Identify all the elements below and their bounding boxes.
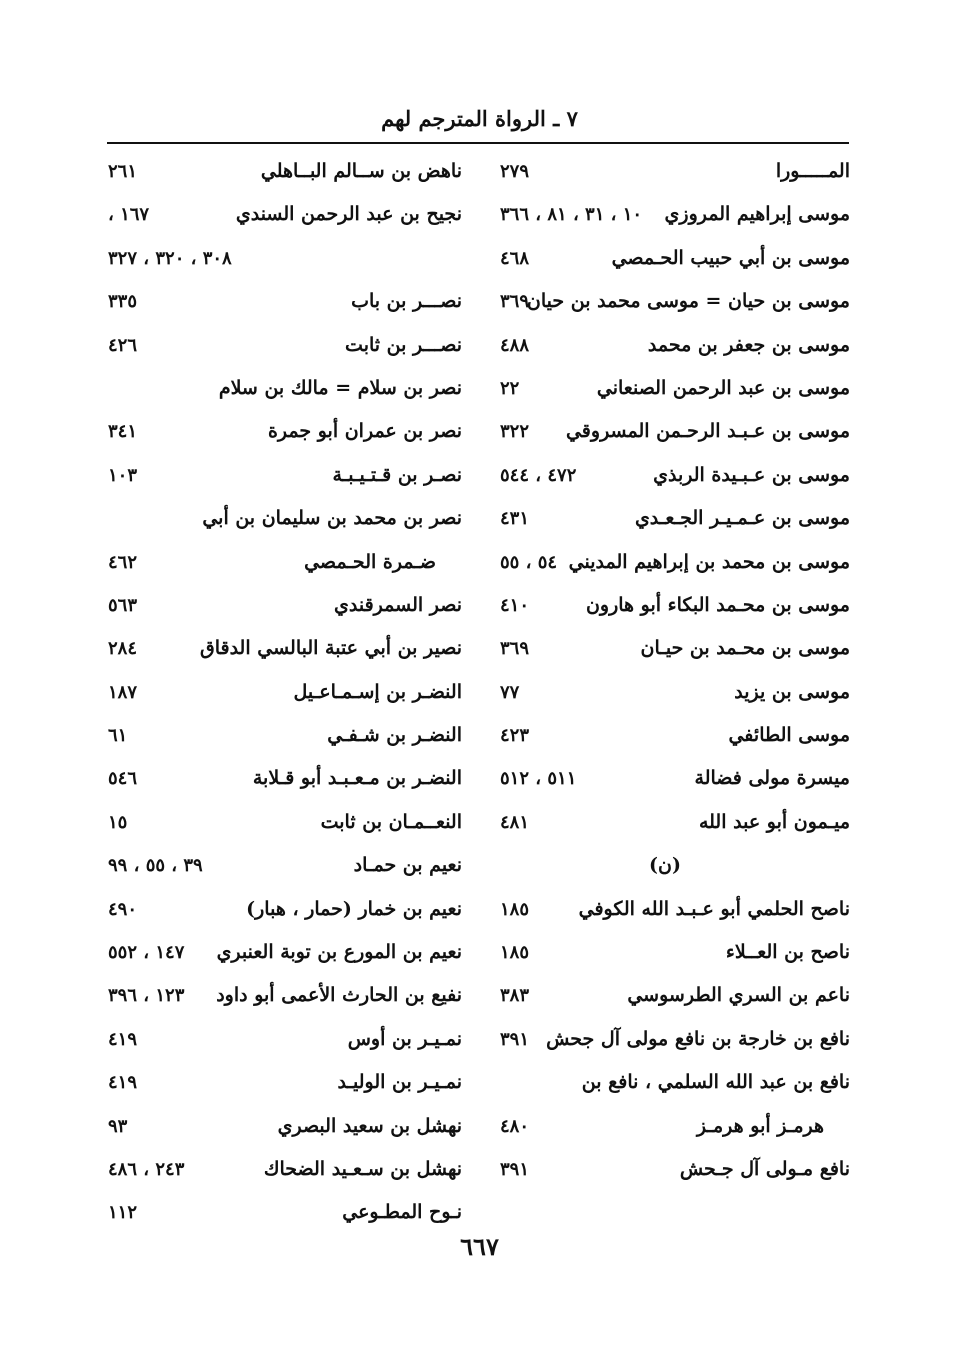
page-references: ٢٢ — [500, 377, 520, 399]
index-entry — [92, 1105, 462, 1148]
narrator-name: ناعم بن السري الطرسوسي — [627, 984, 850, 1007]
index-entry — [480, 584, 850, 627]
page-references: ٢٦١ — [108, 161, 138, 182]
page-references: ٤٢٦ — [108, 334, 138, 356]
page-references: ٢٧٩ — [500, 161, 530, 182]
index-entry — [92, 150, 462, 193]
index-entry — [92, 757, 462, 800]
page-references: ٩٣ — [108, 1115, 128, 1137]
page-references: ٤٧٢ ، ٥٤٤ — [500, 464, 577, 486]
index-entry — [92, 367, 462, 410]
narrator-name: موسى بن محـمد البكاء أبو هارون — [585, 593, 850, 616]
page-references: ٣٣٥ — [108, 291, 138, 313]
page-references: ٣٦٩ — [500, 638, 530, 660]
index-entry — [92, 1061, 462, 1104]
page-references: ٢٤٣ ، ٤٨٦ — [108, 1158, 185, 1180]
narrator-name: النضـر بن مـعـبـد أبو قـلابة — [252, 767, 462, 790]
index-entry — [92, 410, 462, 453]
narrator-name: نعيم بن خمار (حمار ، هبار) — [246, 897, 462, 920]
index-entry — [480, 757, 850, 800]
page-references: ٣٨٣ — [500, 985, 530, 1007]
index-entry — [92, 193, 462, 236]
index-entry — [92, 1148, 462, 1191]
narrator-name: نصـــر بن باب — [351, 290, 462, 313]
index-entry — [480, 150, 850, 193]
narrator-name: موسى بن حيان = موسى محمد بن حيان — [526, 290, 850, 313]
index-entry — [480, 324, 850, 367]
page-references: ٣٢٢ — [500, 421, 530, 443]
running-header: ٧ ـ الرواة المترجم لهم — [381, 106, 578, 131]
page-references: ١٨٥ — [500, 898, 530, 920]
narrator-name: نافع بن خارجة بن نافع مولى آل جحش — [546, 1027, 850, 1050]
page-references: ١٥ — [108, 811, 128, 833]
narrator-name: نافع بن عبد الله السلمي ، نافع بن — [581, 1071, 850, 1094]
index-entry — [480, 193, 850, 236]
narrator-name: ناصح بن العــلاء — [725, 941, 850, 964]
narrator-name: نعيم بن حمـاد — [353, 854, 462, 877]
narrator-name: موسى بن عـبـيدة الربذي — [653, 463, 850, 486]
page-references: ٢٨٤ — [108, 638, 138, 660]
narrator-name: موسى بن محـمد بن حيـان — [640, 637, 850, 660]
index-entry — [480, 627, 850, 670]
page-references: ١١٢ — [108, 1202, 138, 1224]
index-entry — [480, 714, 850, 757]
narrator-name: ناصح الحلمي أبو عـبـد الله الكوفي — [578, 897, 850, 920]
index-entry — [92, 324, 462, 367]
index-entry — [92, 1191, 462, 1234]
page-references: ٤١٩ — [108, 1072, 138, 1094]
page-references: ٤٩٠ — [108, 898, 138, 920]
header-rule — [107, 142, 849, 144]
page-references: ١٤٧ ، ٥٥٢ — [108, 942, 185, 964]
index-entry — [92, 888, 462, 931]
narrator-name: ميـمون أبو عبد الله — [698, 810, 850, 833]
index-entry — [480, 497, 850, 540]
index-entry — [92, 627, 462, 670]
narrator-name: نمـيـر بن أوس — [347, 1027, 462, 1050]
index-entry — [480, 1061, 850, 1104]
narrator-name: النضـر بن إسـمـاعـيل — [293, 680, 462, 703]
narrator-name: موسى بن محمد بن إبراهيم المديني — [568, 550, 850, 573]
page-references: ٤٢٣ — [500, 725, 530, 747]
page-references: ٣٤١ — [108, 421, 138, 443]
page-references: ٣٩ ، ٥٥ ، ٩٩ — [108, 855, 203, 877]
index-entry — [480, 1018, 850, 1061]
narrator-name: نهشل بن سعيد البصري — [277, 1114, 462, 1137]
letter-heading: (ن) — [649, 854, 681, 877]
page-references: ١٢٣ ، ٣٩٦ — [108, 985, 185, 1007]
narrator-name: موسى الطائفي — [728, 724, 850, 747]
index-entry — [92, 801, 462, 844]
index-entry — [92, 714, 462, 757]
narrator-name: ناهض بن ســالم البــاهلي — [260, 160, 462, 182]
narrator-name: هرمـز أبو هرمـز — [696, 1114, 824, 1137]
index-entry — [480, 844, 850, 887]
narrator-name: موسى بن يزيد — [734, 680, 850, 703]
page-references: ١٨٥ — [500, 942, 530, 964]
page-references: ٧٧ — [500, 681, 520, 703]
index-entry — [480, 541, 850, 584]
narrator-name: ميسرة مولى فضالة — [694, 767, 850, 790]
index-entry — [92, 974, 462, 1017]
right-index-column — [480, 150, 850, 1191]
page-references: ٤٦٢ — [108, 551, 138, 573]
page-references: ٣٩١ — [500, 1028, 530, 1050]
narrator-name: نفيع بن الحارث الأعمى أبو داود — [216, 984, 462, 1007]
page-references: ٤٨٨ — [500, 334, 530, 356]
narrator-name: نـوح المطـوعي — [342, 1201, 462, 1224]
narrator-name: موسى بن أبي حبيب الحـمصي — [611, 246, 850, 269]
page-references: ٣٩١ — [500, 1158, 530, 1180]
page-references: ٤٨١ — [500, 811, 530, 833]
index-entry — [92, 280, 462, 323]
index-entry — [480, 454, 850, 497]
narrator-name: نصر بن سلام = مالك بن سلام — [218, 376, 462, 399]
index-entry — [480, 280, 850, 323]
page-number: ٦٦٧ — [460, 1232, 499, 1261]
narrator-name: نصر بن عمران أبو جمرة — [267, 420, 462, 443]
narrator-name: نمـيـر بن الوليـد — [337, 1071, 462, 1094]
narrator-name: نصر السمرقندي — [333, 593, 462, 616]
narrator-name: نصير بن أبي عتبة البالسي الدقاق — [199, 637, 462, 660]
page-references: ١٠ ، ٣١ ، ٨١ ، ٣٦٦ — [500, 204, 643, 226]
page-references: ٦١ — [108, 725, 128, 747]
narrator-name: النضـر بن شـفـي — [327, 724, 462, 747]
page-references: ٥٦٣ — [108, 594, 138, 616]
narrator-name: نافع مـولى آل جـحش — [679, 1157, 850, 1180]
index-entry — [92, 497, 462, 540]
index-entry — [92, 584, 462, 627]
narrator-name: نصـــر بن ثابت — [345, 333, 462, 356]
narrator-name: نجيح بن عبد الرحمن السندي — [235, 203, 462, 226]
page-references: ١٦٧ ، — [108, 204, 150, 226]
narrator-name: المـــــورا — [775, 160, 850, 182]
narrator-name: موسى بن عـبـد الرحـمن المسروقي — [565, 420, 850, 443]
page-references: ٤٦٨ — [500, 247, 530, 269]
index-entry — [92, 454, 462, 497]
page-references: ٣٦٩ — [500, 291, 530, 313]
index-entry — [480, 671, 850, 714]
narrator-name: موسى بن عبد الرحمن الصنعاني — [596, 376, 850, 399]
narrator-name: موسى إبراهيم المروزي — [664, 203, 850, 226]
index-entry — [480, 801, 850, 844]
index-entry — [92, 237, 462, 280]
page-references: ٥٤ ، ٥٥ — [500, 551, 558, 573]
narrator-name: نعيم بن المورع بن توبة العنبري — [216, 941, 462, 964]
page-references: ٥٤٦ — [108, 768, 138, 790]
narrator-name: نهشل بن سـعـيد الضحاك — [263, 1157, 462, 1180]
page-references: ٤١٩ — [108, 1028, 138, 1050]
index-entry — [92, 931, 462, 974]
index-entry — [480, 237, 850, 280]
index-entry — [480, 410, 850, 453]
index-entry — [480, 974, 850, 1017]
narrator-name: ضـمرة الحـمصي — [304, 550, 436, 573]
page-references: ٤٨٠ — [500, 1115, 530, 1137]
page-references: ٤١٠ — [500, 594, 530, 616]
index-entry — [92, 671, 462, 714]
index-entry — [480, 931, 850, 974]
page-references: ١٠٣ — [108, 464, 138, 486]
index-entry — [92, 1018, 462, 1061]
page-references: ١٨٧ — [108, 681, 138, 703]
narrator-name: موسى بن جعفر بن محمد — [647, 333, 850, 356]
index-entry — [92, 844, 462, 887]
narrator-name: نصر بن محمد بن سليمان بن أبي — [202, 507, 462, 530]
narrator-name: النعــمـان بن ثابت — [320, 810, 462, 833]
narrator-name: موسى بن عـمـيـر الجـعـدي — [634, 507, 850, 530]
index-entry — [480, 1148, 850, 1191]
index-entry — [92, 541, 462, 584]
page-references: ٣٠٨ ، ٣٢٠ ، ٣٢٧ — [108, 247, 232, 269]
page-references: ٤٣١ — [500, 508, 530, 530]
index-entry — [480, 888, 850, 931]
index-entry — [480, 1105, 850, 1148]
narrator-name: نصـر بن قـتـيـبـة — [332, 463, 462, 486]
left-index-column — [92, 150, 462, 1235]
index-entry — [480, 367, 850, 410]
page-references: ٥١١ ، ٥١٢ — [500, 768, 577, 790]
